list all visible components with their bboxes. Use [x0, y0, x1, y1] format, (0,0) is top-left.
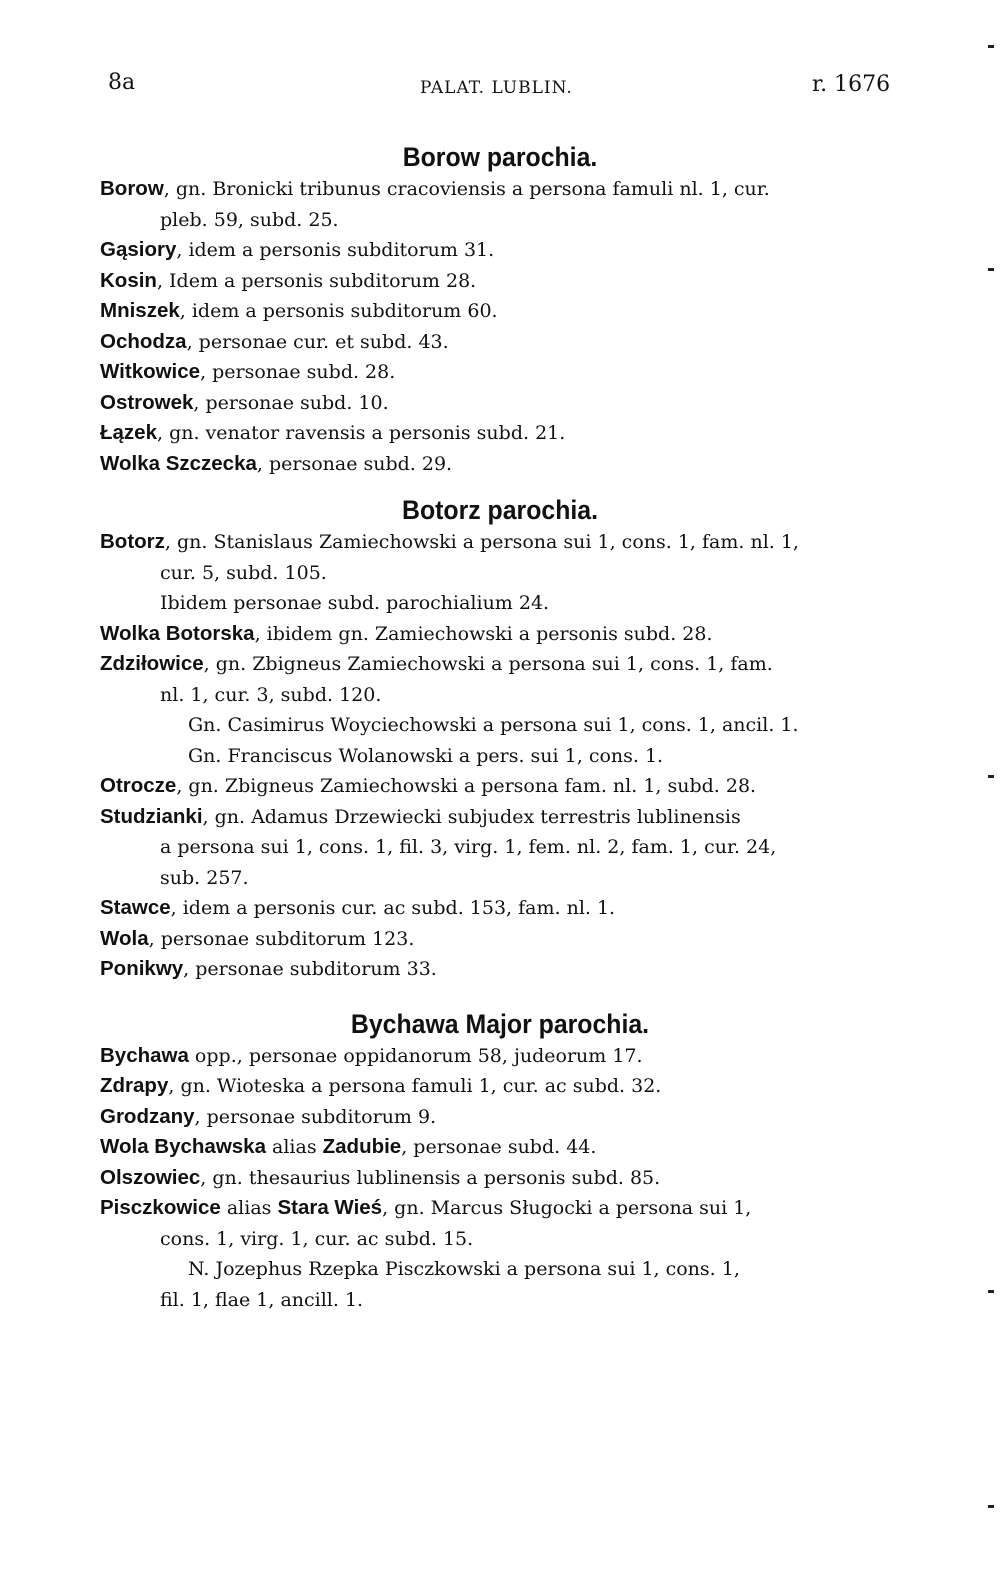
entry-text: , personae subd. 10. [193, 391, 389, 414]
entry-text: , personae cur. et subd. 43. [186, 330, 449, 353]
entry-first-line [100, 174, 900, 205]
alias-place-name: Zadubie [322, 1135, 402, 1158]
place-name: Stawce [100, 896, 171, 919]
entry-first-line [100, 771, 900, 802]
entry-text: , gn. Wioteska a persona famuli 1, cur. ac subd. 32. [168, 1075, 662, 1097]
entry-first-line [100, 1193, 900, 1224]
entry-text: , gn. Adamus Drzewiecki subjudex terrestris lublinensis [202, 805, 741, 828]
entry-first-line [100, 296, 900, 327]
village-entry [100, 266, 900, 297]
place-name: Witkowice [100, 360, 201, 383]
place-name: Łązek [100, 421, 157, 444]
entry-text: opp., personae oppidanorum 58, judeorum 17. [188, 1044, 643, 1067]
entry-first-line [100, 1102, 900, 1133]
page-body [100, 140, 900, 1315]
alias-place-name: Stara Wieś [277, 1196, 383, 1219]
entry-first-line [100, 266, 900, 297]
entry-first-line [100, 924, 900, 955]
entry-first-line [100, 327, 900, 358]
entry-subline: Gn. Casimirus Woyciechowski a persona sui 1, cons. 1, ancil. 1. [188, 714, 799, 736]
entry-first-line [100, 235, 900, 266]
village-entry [100, 1102, 900, 1133]
village-entry [100, 327, 900, 358]
entry-first-line [100, 649, 900, 680]
entry-text: , idem a personis subditorum 31. [176, 239, 495, 261]
scan-edge-marks [980, 0, 1000, 1570]
village-entry [100, 174, 900, 235]
entry-first-line [100, 418, 900, 449]
scan-mark [988, 1290, 994, 1293]
village-entry [100, 802, 900, 894]
parish-title: Botorz parochia. [402, 495, 598, 525]
parish-section [100, 140, 900, 479]
parish-title: Borow parochia. [402, 142, 598, 172]
village-entry [100, 357, 900, 388]
place-name: Borow [100, 177, 164, 200]
place-name: Zdziłowice [100, 652, 204, 675]
village-entry [100, 1163, 900, 1194]
entry-continuation: cur. 5, subd. 105. [160, 561, 327, 584]
entry-first-line [100, 802, 900, 833]
parish-section [100, 493, 900, 985]
entry-first-line [100, 388, 900, 419]
entry-first-line [100, 449, 900, 480]
entry-text: , idem a personis cur. ac subd. 153, fam. nl. 1. [170, 897, 616, 919]
entry-text: , personae subditorum 9. [194, 1105, 437, 1128]
place-name: Wolka Botorska [100, 621, 255, 645]
place-name: Pisczkowice [100, 1196, 221, 1219]
entry-text: , gn. Bronicki tribunus cracoviensis a persona famuli nl. 1, cur. [163, 178, 770, 200]
place-name: Ostrowek [100, 390, 194, 414]
entry-text: , gn. Zbigneus Zamiechowski a persona fam. nl. 1, subd. 28. [176, 775, 757, 797]
entry-text: alias [220, 1197, 278, 1219]
entry-text: , gn. Zbigneus Zamiechowski a persona sui 1, cons. 1, fam. [203, 653, 773, 675]
entry-subline: N. Jozephus Rzepka Pisczkowski a persona sui 1, cons. 1, [188, 1258, 740, 1280]
scan-mark [988, 775, 994, 778]
entry-continuation: sub. 257. [160, 866, 249, 889]
village-entry [100, 296, 900, 327]
entry-text: , idem a personis subditorum 60. [179, 300, 498, 322]
place-name: Botorz [100, 530, 165, 553]
place-name: Ochodza [100, 329, 187, 353]
village-entry [100, 954, 900, 985]
place-name: Kosin [100, 268, 157, 292]
village-entry [100, 1041, 900, 1072]
village-entry [100, 924, 900, 955]
entry-text: , ibidem gn. Zamiechowski a personis subd. 28. [254, 622, 713, 645]
entry-first-line [100, 1132, 900, 1163]
entry-text: , personae subditorum 33. [183, 958, 437, 980]
place-name: Ponikwy [100, 957, 184, 980]
entry-text: , gn. thesaurius lublinensis a personis subd. 85. [200, 1166, 661, 1189]
entry-subline: Gn. Franciscus Wolanowski a pers. sui 1, cons. 1. [188, 744, 664, 767]
village-entry [100, 449, 900, 480]
entry-text: , personae subd. 28. [200, 361, 396, 383]
place-name: Wola Bychawska [100, 1135, 266, 1158]
entry-first-line [100, 357, 900, 388]
village-entry [100, 1071, 900, 1102]
parish-section [100, 1007, 900, 1316]
entry-first-line [100, 954, 900, 985]
place-name: Otrocze [100, 774, 177, 797]
entry-continuation: nl. 1, cur. 3, subd. 120. [160, 683, 382, 706]
entry-continuation: fil. 1, flae 1, ancill. 1. [160, 1288, 364, 1311]
entry-first-line [100, 1071, 900, 1102]
place-name: Wolka Szczecka [100, 451, 257, 475]
entry-first-line [100, 1163, 900, 1194]
entry-text: , personae subd. 29. [256, 452, 453, 475]
entry-text: , Idem a personis subditorum 28. [156, 269, 477, 292]
entry-text: alias [265, 1136, 323, 1158]
entry-text: , personae subditorum 123. [148, 927, 415, 950]
village-entry [100, 619, 900, 650]
place-name: Wola [100, 926, 149, 950]
entry-continuation: Ibidem personae subd. parochialium 24. [160, 592, 550, 614]
entry-continuation: pleb. 59, subd. 25. [160, 208, 339, 231]
village-entry [100, 893, 900, 924]
entry-continuation: a persona sui 1, cons. 1, fil. 3, virg. 1, fem. nl. 2, fam. 1, cur. 24, [160, 836, 777, 858]
entry-text: , personae subd. 44. [401, 1136, 597, 1158]
parish-title: Bychawa Major parochia. [350, 1008, 650, 1039]
page-header [0, 70, 1000, 110]
place-name: Grodzany [100, 1104, 195, 1128]
entry-first-line [100, 893, 900, 924]
entry-first-line [100, 527, 900, 558]
place-name: Mniszek [100, 299, 180, 322]
village-entry [100, 388, 900, 419]
village-entry [100, 527, 900, 619]
entry-first-line [100, 619, 900, 650]
running-title: PALAT. LUBLIN. [420, 78, 573, 98]
village-entry [100, 1132, 900, 1163]
place-name: Studzianki [100, 804, 203, 828]
year-label: r. 1676 [812, 72, 891, 97]
scan-mark [988, 268, 994, 271]
page-number: 8a [108, 70, 136, 95]
place-name: Zdrapy [100, 1074, 169, 1097]
entry-text: , gn. venator ravensis a personis subd. 21. [156, 422, 566, 444]
place-name: Olszowiec [100, 1165, 201, 1189]
scan-mark [988, 45, 994, 48]
entry-text: , gn. Marcus Sługocki a persona sui 1, [382, 1197, 752, 1219]
place-name: Bychawa [100, 1043, 189, 1067]
entry-first-line [100, 1041, 900, 1072]
village-entry [100, 649, 900, 771]
village-entry [100, 235, 900, 266]
village-entry [100, 418, 900, 449]
place-name: Gąsiory [100, 238, 177, 261]
entry-continuation: cons. 1, virg. 1, cur. ac subd. 15. [160, 1227, 474, 1250]
entry-text: , gn. Stanislaus Zamiechowski a persona sui 1, cons. 1, fam. nl. 1, [164, 531, 799, 553]
scan-mark [988, 1505, 994, 1508]
village-entry [100, 771, 900, 802]
village-entry [100, 1193, 900, 1315]
